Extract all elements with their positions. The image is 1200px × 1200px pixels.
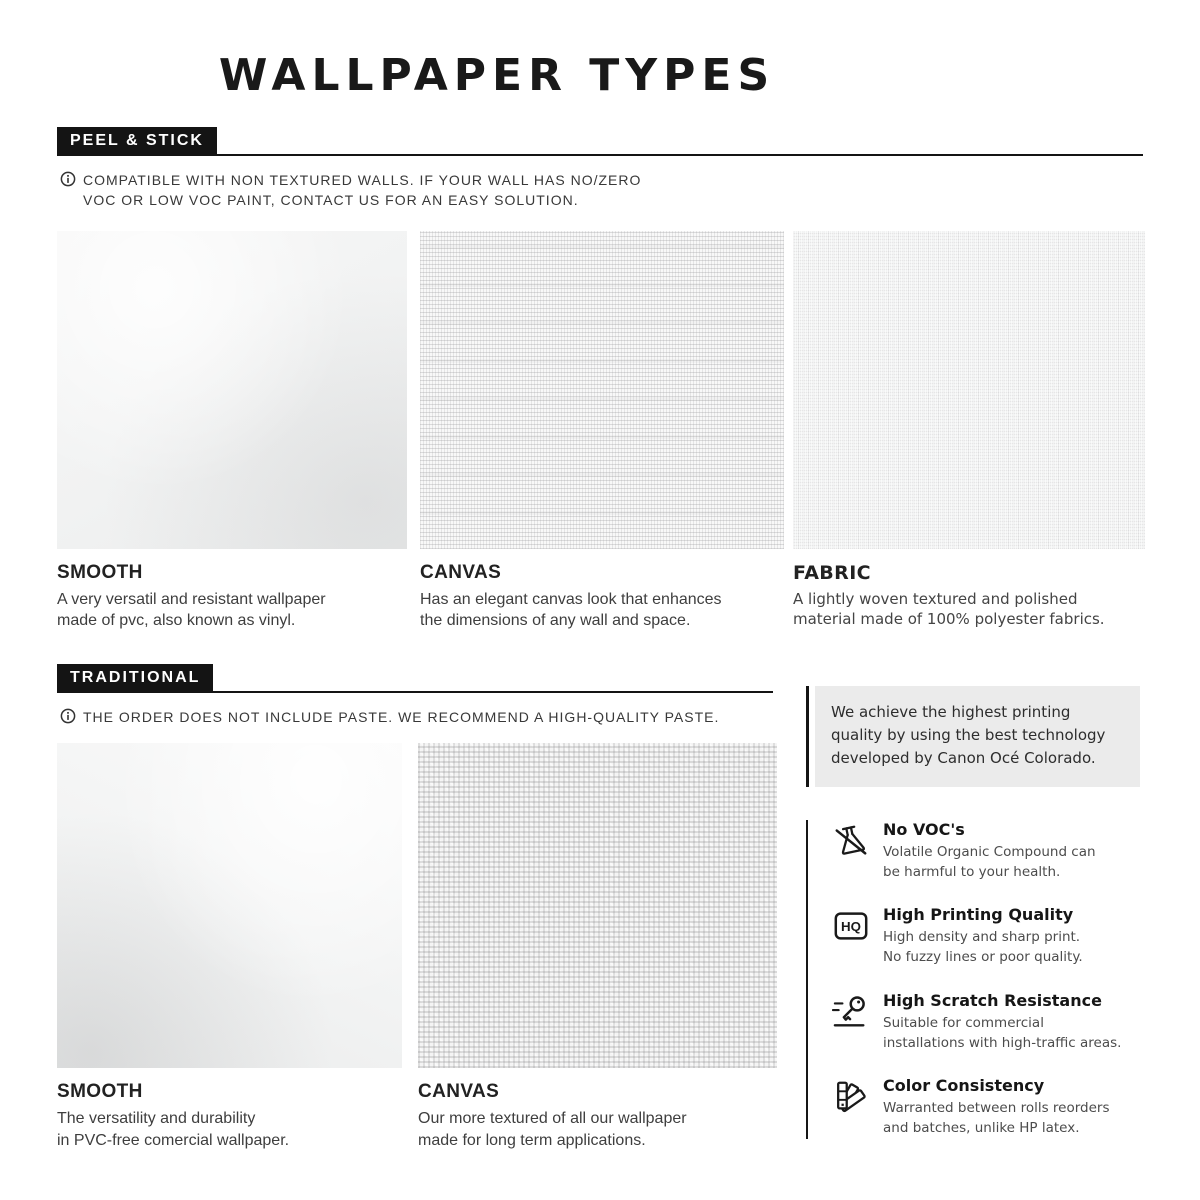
hq-icon-text: HQ [841,919,861,935]
desc-line: High density and sharp print. [883,929,1081,946]
quote-line: quality by using the best technology [831,726,1106,745]
feature-high-scratch-resistance [832,991,1140,1054]
peel-stick-badge: PEEL & STICK [57,127,217,154]
desc-line: material made of 100% polyester fabrics. [793,609,1105,628]
desc-line: The versatility and durability [57,1110,256,1128]
swatch-name: CANVAS [418,1081,500,1103]
color-swatches-icon [832,1076,870,1118]
fabric-texture-image [793,231,1145,549]
traditional-header [57,664,773,693]
no-voc-icon [832,820,870,862]
quote-text [815,686,1140,787]
swatch-description [420,589,784,632]
swatch-description [418,1108,777,1151]
swatch-name: SMOOTH [57,1081,143,1103]
quote-line: We achieve the highest printing [831,702,1071,721]
smooth-texture-image [57,231,407,549]
feature-title: High Scratch Resistance [883,990,1102,1010]
peel-stick-swatches [57,231,1143,632]
quality-quote [806,686,1140,787]
swatch-card-canvas [420,231,784,632]
desc-line: made for long term applications. [418,1131,646,1149]
swatch-description [793,589,1145,630]
printing-sidebar [806,664,1140,1151]
feature-text [883,905,1083,968]
feature-text [883,1076,1110,1139]
lower-region [57,664,1143,1151]
quote-accent-bar [806,686,809,787]
desc-line: A very versatil and resistant wallpaper [57,590,326,608]
desc-line: the dimensions of any wall and space. [420,612,691,630]
desc-line: Suitable for commercial [883,1014,1044,1031]
feature-desc [883,927,1083,968]
feature-list [806,820,1140,1139]
feature-high-printing-quality [832,905,1140,968]
swatch-card-canvas [418,743,777,1151]
desc-line: be harmful to your health. [883,863,1061,880]
desc-line: in PVC-free comercial wallpaper. [57,1131,290,1149]
quote-line: developed by Canon Océ Colorado. [831,749,1096,768]
feature-text [883,820,1096,883]
desc-line: Volatile Organic Compound can [883,843,1096,860]
scratch-key-icon [832,991,870,1033]
note-line: VOC OR LOW VOC PAINT, CONTACT US FOR AN EASY SOLUTION. [83,192,579,209]
swatch-name: SMOOTH [57,561,143,583]
peel-stick-note-text [83,170,641,211]
feature-title: Color Consistency [883,1076,1045,1096]
note-line: THE ORDER DOES NOT INCLUDE PASTE. WE RECOMMEND A HIGH-QUALITY PASTE. [83,708,720,725]
feature-title: High Printing Quality [883,905,1074,925]
desc-line: Has an elegant canvas look that enhances [420,590,722,608]
page-title: WALLPAPER TYPES [218,50,776,101]
feature-title: No VOC's [883,819,965,839]
swatch-name: FABRIC [793,561,872,584]
feature-no-vocs [832,820,1140,883]
swatch-card-smooth [57,743,402,1151]
feature-desc [883,842,1096,883]
swatch-card-smooth [57,231,407,632]
traditional-note-text [83,707,719,727]
desc-line: Our more textured of all our wallpaper [418,1110,687,1128]
feature-color-consistency [832,1076,1140,1139]
info-icon [60,708,76,724]
desc-line: Warranted between rolls reorders [883,1100,1110,1117]
canvas-texture-image [418,743,777,1068]
note-line: COMPATIBLE WITH NON TEXTURED WALLS. IF YOUR WALL HAS NO/ZERO [83,172,642,188]
feature-text [883,991,1121,1054]
info-icon [60,171,76,187]
desc-line: No fuzzy lines or poor quality. [883,949,1083,966]
swatch-name: CANVAS [420,561,502,583]
hq-icon [832,905,870,947]
feature-desc [883,1013,1121,1054]
desc-line: made of pvc, also known as vinyl. [57,612,296,630]
desc-line: installations with high-traffic areas. [883,1034,1122,1051]
traditional-note [57,707,773,727]
peel-stick-header [57,127,1143,156]
traditional-swatches [57,743,773,1151]
swatch-description [57,1108,402,1151]
canvas-texture-image [420,231,784,549]
swatch-card-fabric [793,231,1145,632]
swatch-description [57,589,407,632]
title-wrap [57,50,937,101]
desc-line: A lightly woven textured and polished [793,589,1078,608]
feature-desc [883,1098,1110,1139]
desc-line: and batches, unlike HP latex. [883,1120,1080,1137]
smooth-texture-image [57,743,402,1068]
traditional-section [57,664,773,1151]
traditional-badge: TRADITIONAL [57,664,213,691]
peel-stick-note [57,170,1143,211]
